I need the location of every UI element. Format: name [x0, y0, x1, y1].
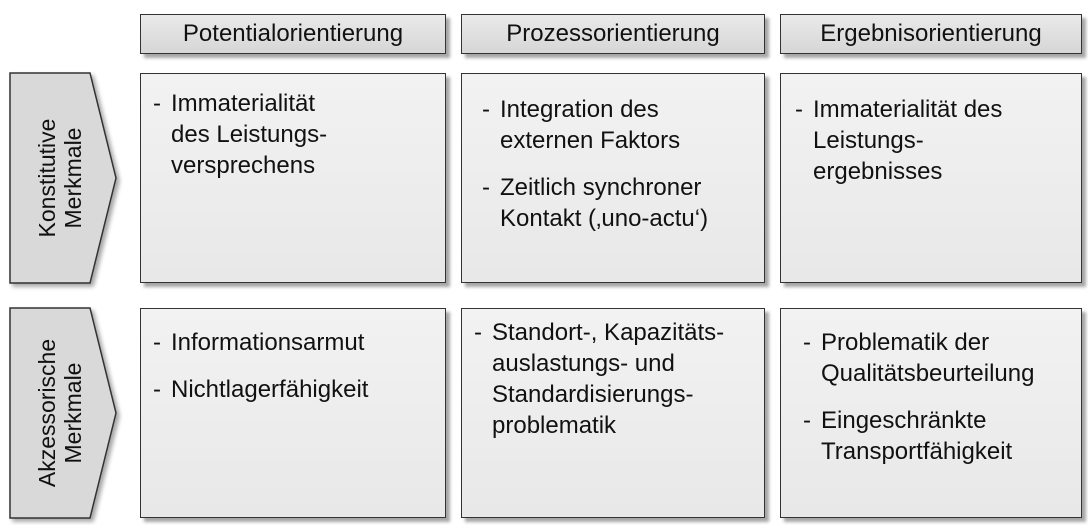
list-item-text: Nichtlagerfähigkeit — [171, 376, 369, 403]
list-item-text: Eingeschränkte Transportfähigkeit — [821, 407, 1013, 465]
list-item — [153, 374, 437, 405]
cell-konstitutive-prozess — [461, 73, 765, 283]
list-item — [482, 172, 756, 234]
column-header-label: Prozessorientierung — [506, 20, 720, 47]
cell-akzessorische-ergebnis — [780, 308, 1082, 518]
list-item-text: Zeitlich synchroner Kontakt (‚uno-actu‘) — [500, 174, 709, 232]
list-item — [474, 317, 756, 441]
column-header-prozessorientierung — [461, 14, 765, 54]
list-item — [153, 327, 437, 358]
row-label-text: Konstitutive Merkmale — [34, 118, 86, 238]
list-item — [482, 94, 756, 156]
list-item-text: Integration des externen Faktors — [500, 96, 681, 154]
list-item-text: Immaterialität des Leistungs- ergebnisses — [813, 96, 1003, 185]
list-item — [803, 327, 1073, 389]
row-label-konstitutive — [10, 73, 118, 283]
list-item-text: Informationsarmut — [171, 329, 365, 356]
column-header-label: Potentialorientierung — [182, 20, 404, 47]
column-header-label: Ergebnisorientierung — [820, 20, 1042, 47]
cell-konstitutive-ergebnis — [780, 73, 1082, 283]
cell-konstitutive-potential — [140, 73, 446, 283]
list-item-text: Immaterialität des Leistungs- versprechens — [171, 90, 328, 179]
row-label-text: Akzessorische Merkmale — [34, 338, 86, 488]
list-item — [803, 405, 1073, 467]
list-item — [153, 88, 437, 181]
list-item-text: Standort-, Kapazitäts- auslastungs- und Standardisierungs- problematik — [492, 319, 725, 439]
cell-akzessorische-potential — [140, 308, 446, 518]
row-label-akzessorische — [10, 308, 118, 518]
column-header-potentialorientierung — [140, 14, 446, 54]
list-item-text: Problematik der Qualitätsbeurteilung — [821, 329, 1035, 387]
list-item — [795, 94, 1073, 187]
cell-akzessorische-prozess — [461, 308, 765, 518]
column-header-ergebnisorientierung — [780, 14, 1082, 54]
